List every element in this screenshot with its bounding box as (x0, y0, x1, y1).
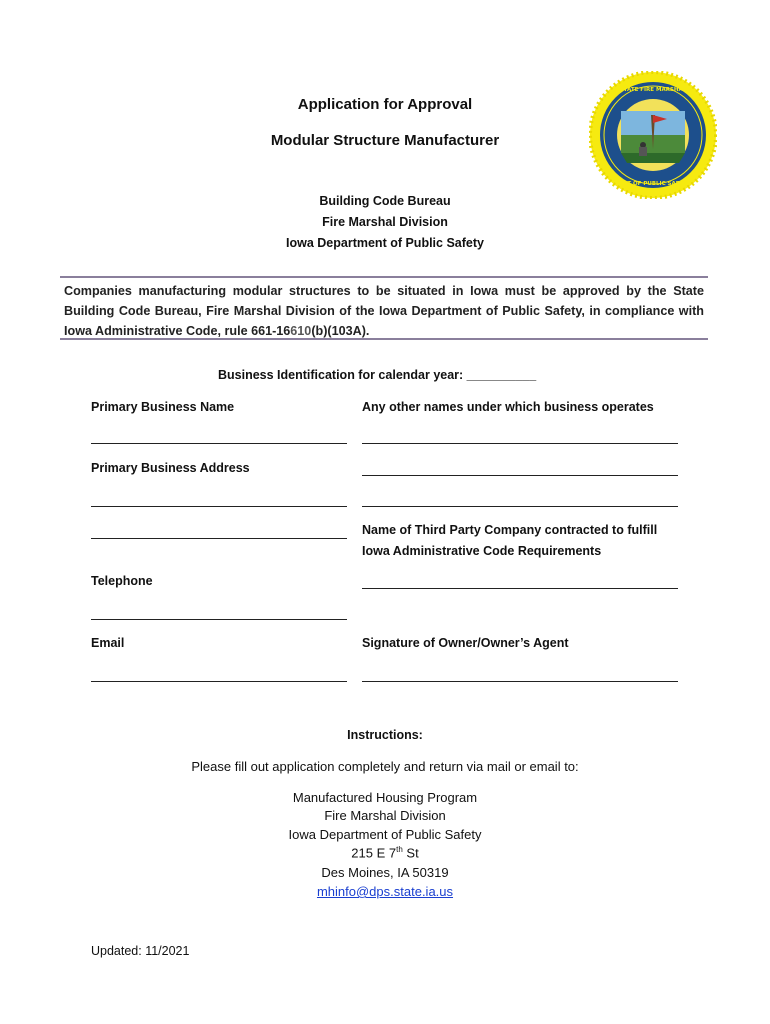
address-street (0, 845, 770, 860)
updated-date: Updated: 11/2021 (91, 944, 190, 958)
contact-email-link[interactable]: mhinfo@dps.state.ia.us (316, 884, 454, 899)
email-label: Email (91, 636, 125, 650)
other-names-label: Any other names under which business operates (362, 400, 654, 414)
instructions-text: Please fill out application completely and return via mail or email to: (191, 759, 579, 774)
third-party-field[interactable] (362, 588, 678, 589)
primary-business-address-label: Primary Business Address (91, 461, 250, 475)
compliance-notice (60, 276, 708, 340)
street-number: 215 E 7 (351, 845, 397, 861)
address-line1: Manufactured Housing Program (292, 790, 478, 805)
org-line-division: Fire Marshal Division (322, 215, 448, 229)
primary-business-name-label: Primary Business Name (91, 400, 235, 414)
other-names-field-3[interactable] (362, 506, 678, 507)
notice-rule-suffix: (b)(103A). (311, 324, 370, 338)
svg-text:DEPT OF PUBLIC SAFETY: DEPT OF PUBLIC SAFETY (614, 181, 692, 187)
business-address-field-2[interactable] (91, 538, 347, 539)
other-names-field-2[interactable] (362, 475, 678, 476)
contact-email-row (0, 884, 770, 899)
notice-text (60, 278, 708, 344)
third-party-label-line1: Name of Third Party Company contracted to fulfill (362, 523, 658, 537)
address-line2: Fire Marshal Division (324, 808, 446, 823)
org-line-bureau: Building Code Bureau (319, 194, 451, 208)
address-city: Des Moines, IA 50319 (321, 865, 449, 880)
address-line3: Iowa Department of Public Safety (288, 827, 482, 842)
instructions-heading: Instructions: (347, 728, 423, 742)
street-name: St (402, 845, 419, 861)
email-field[interactable] (91, 681, 347, 682)
notice-body: Companies manufacturing modular structures to be situated in Iowa must be approved by the State Building Code Bureau, Fire Marshal Division of the Iowa Department of Public Safety, in compliance with Iowa Administrative Code, rule 661-16 (64, 284, 704, 338)
page-title: Application for Approval (297, 96, 473, 113)
page-subtitle: Modular Structure Manufacturer (270, 132, 500, 149)
business-id-label: Business Identification for calendar year: __________ (218, 368, 537, 382)
street-ordinal: th (396, 845, 403, 854)
svg-text:STATE FIRE MARSHAL: STATE FIRE MARSHAL (619, 87, 687, 93)
primary-business-name-field[interactable] (91, 443, 347, 444)
notice-rule-highlight: 610 (290, 324, 312, 338)
signature-field[interactable] (362, 681, 678, 682)
telephone-field[interactable] (91, 619, 347, 620)
business-address-field-1[interactable] (91, 506, 347, 507)
third-party-label-line2: Iowa Administrative Code Requirements (362, 544, 602, 558)
other-names-field-1[interactable] (362, 443, 678, 444)
signature-label: Signature of Owner/Owner’s Agent (362, 636, 569, 650)
org-line-department: Iowa Department of Public Safety (286, 236, 484, 250)
telephone-label: Telephone (91, 574, 153, 588)
